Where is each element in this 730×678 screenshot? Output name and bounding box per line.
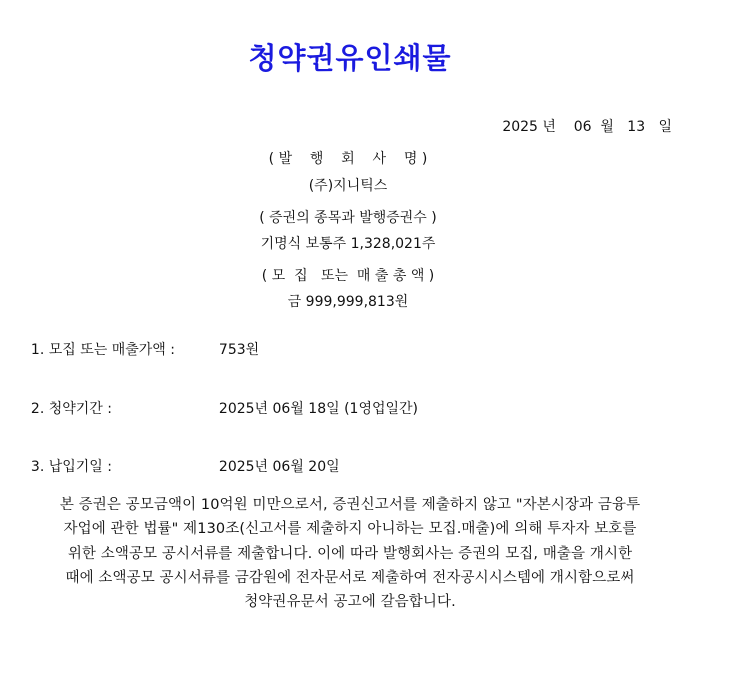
securities-label: ( 증권의 종목과 발행증권수 )	[259, 210, 437, 226]
notice-line: 때에 소액공모 공시서류를 금감원에 전자문서로 제출하여 전자공시시스템에 개시함으로써	[65, 569, 635, 586]
issuer-label: ( 발 행 회 사 명 )	[268, 151, 428, 167]
notice-line: 자업에 관한 법률" 제130조(신고서를 제출하지 아니하는 모집.매출)에 의해 투자자 보호를	[63, 521, 637, 538]
notice-paragraph	[20, 493, 680, 614]
notice-line: 본 증권은 공모금액이 10억원 미만으로서, 증권신고서를 제출하지 않고 "자본시장과 금융투	[59, 497, 641, 513]
issuer-name: (주)지니틱스	[308, 178, 388, 194]
offering-price-value: 753원	[218, 342, 260, 358]
notice-line: 위한 소액공모 공시서류를 제출합니다. 이에 따라 발행회사는 증권의 모집, 매출을 개시한	[67, 545, 633, 562]
payment-date-value: 2025년 06월 20일	[218, 459, 340, 475]
subscription-period-label: 2. 청약기간 :	[30, 401, 112, 417]
total-amount-value: 금 999,999,813원	[287, 294, 409, 310]
securities-value: 기명식 보통주 1,328,021주	[260, 236, 436, 252]
subscription-period-row	[22, 382, 418, 418]
payment-date-label: 3. 납입기일 :	[30, 459, 112, 475]
payment-date-row	[22, 440, 340, 476]
total-amount-label: ( 모 집 또는 매 출 총 액 )	[261, 268, 435, 284]
document-title: 청약권유인쇄물	[248, 41, 452, 75]
offering-price-label: 1. 모집 또는 매출가액 :	[30, 342, 175, 358]
notice-line: 청약권유문서 공고에 갈음합니다.	[244, 594, 456, 611]
issue-date: 2025 년 06 월 13 일	[502, 119, 672, 135]
subscription-period-value: 2025년 06월 18일 (1영업일간)	[218, 401, 419, 417]
offering-price-row	[22, 323, 259, 359]
